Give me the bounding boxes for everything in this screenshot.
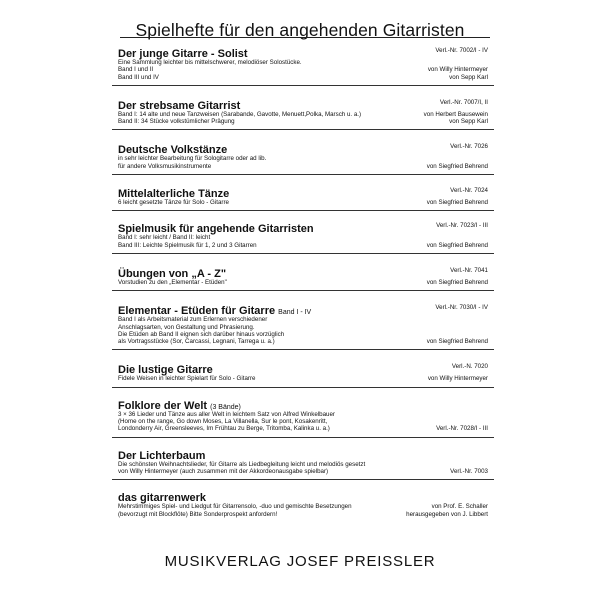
entry-divider	[112, 85, 494, 86]
catalog-entry	[0, 140, 600, 175]
catalog-entry	[0, 184, 600, 211]
entry-credit: von Siegfried Behrend	[426, 162, 488, 170]
entry-description-line: Band I: sehr leicht / Band II: leicht	[118, 234, 211, 242]
entry-description-line: Die Etüden ab Band II eignen sich darüber hinaus vorzüglich	[118, 330, 285, 338]
catalog-entry	[0, 446, 600, 481]
catalog-entry	[0, 219, 600, 254]
entry-description-line: 3 × 36 Lieder und Tänze aus aller Welt in leichtem Satz von Alfred Winkelbauer	[118, 410, 335, 418]
entry-description-line: (Home on the range, Go down Moses, La Villanella, Sur le pont, Kosakenritt,	[118, 418, 328, 426]
catalog-entry	[0, 96, 600, 131]
entry-description-line: Eine Sammlung leichter bis mittelschwerer, melodiöser Solostücke.	[118, 59, 302, 66]
catalog-entry	[0, 396, 600, 438]
entry-divider	[112, 387, 494, 388]
entry-credit: von Prof. E. Schaller	[431, 503, 488, 511]
entry-title: Der strebsame Gitarrist	[118, 99, 241, 112]
catalog-number: Verl.-Nr. 7007/I, II	[439, 98, 488, 106]
entry-description-line: Band III: Leichte Spielmusik für 1, 2 und 3 Gitarren	[118, 241, 257, 249]
catalog-entry	[0, 264, 600, 291]
catalog-entry	[0, 488, 600, 518]
entry-description-line: Band III und IV	[118, 73, 159, 81]
entry-title: Die lustige Gitarre	[118, 364, 213, 377]
entry-description-line: Band I: 14 alte und neue Tanzweisen (Sarabande, Gavotte, Menuett,Polka, Marsch u. a.)	[118, 110, 362, 118]
entry-title: Der junge Gitarre - Solist	[118, 48, 248, 60]
entry-description-line: Band II: 34 Stücke volkstümlicher Prägung	[118, 118, 235, 126]
catalog-number: Verl.-N. 7020	[451, 363, 488, 371]
entry-divider	[112, 290, 494, 291]
entry-title: Mittelalterliche Tänze	[118, 188, 230, 201]
entry-divider	[112, 210, 494, 211]
entry-list	[0, 38, 600, 518]
entry-description-line: Londonderry Air, Greensleeves, Im Frühtau zu Berge, Tritomba, Kalinka u. a.)	[118, 425, 330, 433]
entry-description-line: Die schönsten Weihnachtslieder, für Gitarre als Liedbegleitung leicht und melodiös gesetzt	[118, 460, 366, 468]
entry-divider	[112, 437, 494, 438]
entry-title: Übungen von „A - Z"	[118, 267, 227, 280]
entry-description-line: von Willy Hintermeyer (auch zusammen mit der Akkordeonausgabe spielbar)	[118, 467, 329, 475]
entry-divider	[112, 479, 494, 480]
entry-credit: herausgegeben von J. Libbert	[406, 510, 488, 518]
entry-title: Deutsche Volkstänze	[118, 144, 228, 157]
catalog-entry	[0, 360, 600, 387]
entry-title: Der Lichterbaum	[118, 449, 206, 462]
entry-description-line: in sehr leichter Bearbeitung für Sologitarre oder ad lib.	[118, 155, 267, 163]
entry-title: Folklore der Welt	[118, 399, 208, 412]
catalog-number: Verl.-Nr. 7026	[450, 143, 488, 151]
entry-credit: von Sepp Karl	[449, 118, 488, 126]
entry-title: das gitarrenwerk	[118, 492, 207, 505]
catalog-number: Verl.-Nr. 7002/I - IV	[435, 47, 488, 54]
entry-credit: von Siegfried Behrend	[426, 338, 488, 346]
catalog-number: Verl.-Nr. 7030/I - IV	[435, 304, 488, 312]
entry-description-line: Band I als Arbeitsmaterial zum Erlernen verschiedener	[118, 316, 268, 324]
catalog-number: Verl.-Nr. 7024	[450, 187, 488, 195]
entry-divider	[112, 349, 494, 350]
page-title: Spielhefte für den angehenden Gitarristen	[135, 20, 465, 40]
entry-credit: von Siegfried Behrend	[426, 199, 488, 207]
entry-description-line: für andere Volksmusikinstrumente	[118, 162, 212, 170]
entry-title-extra: (3 Bände)	[210, 403, 241, 411]
entry-divider	[112, 253, 494, 254]
entry-credit: von Siegfried Behrend	[426, 241, 488, 249]
catalog-number: Verl.-Nr. 7041	[450, 266, 488, 274]
entry-credit: Verl.-Nr. 7028/I - III	[436, 425, 488, 433]
entry-description-line: Mehrstimmiges Spiel- und Liedgut für Gitarrensolo, -duo und gemischte Besetzungen	[118, 503, 352, 511]
entry-description-line: als Vortragsstücke (Sor, Carcassi, Legnani, Tarrega u. a.)	[118, 338, 275, 346]
entry-description-line: (bevorzugt mit Blockflöte) Bitte Sonderprospekt anfordern!	[118, 510, 278, 518]
entry-title-extra: Band I - IV	[278, 309, 312, 317]
entry-credit: von Sepp Karl	[449, 73, 488, 81]
catalog-entry	[0, 301, 600, 350]
entry-title: Spielmusik für angehende Gitarristen	[118, 223, 314, 236]
entry-description-line: Vorstudien zu den „Elementar - Etüden"	[118, 278, 227, 286]
entry-title: Elementar - Etüden für Gitarre	[118, 305, 276, 318]
entry-credit: von Siegfried Behrend	[426, 278, 488, 286]
catalog-number: Verl.-Nr. 7023/I - III	[436, 222, 488, 230]
entry-credit: Verl.-Nr. 7003	[450, 467, 488, 475]
entry-description-line: Fidele Weisen in leichter Spielart für Solo - Gitarre	[118, 375, 256, 383]
entry-credit: von Willy Hintermeyer	[427, 375, 488, 383]
entry-description-line: Anschlagsarten, von Gestaltung und Phrasierung.	[118, 323, 255, 331]
entry-divider	[112, 174, 494, 175]
publisher-name: MUSIKVERLAG JOSEF PREISSLER	[164, 553, 436, 570]
catalog-entry	[0, 44, 600, 86]
entry-description-line: 6 leicht gesetzte Tänze für Solo - Gitarre	[118, 199, 229, 207]
entry-description-line: Band I und II	[118, 66, 154, 74]
entry-credit: von Herbert Bausewein	[423, 110, 488, 118]
entry-credit: von Willy Hintermeyer	[427, 66, 488, 74]
entry-divider	[112, 129, 494, 130]
